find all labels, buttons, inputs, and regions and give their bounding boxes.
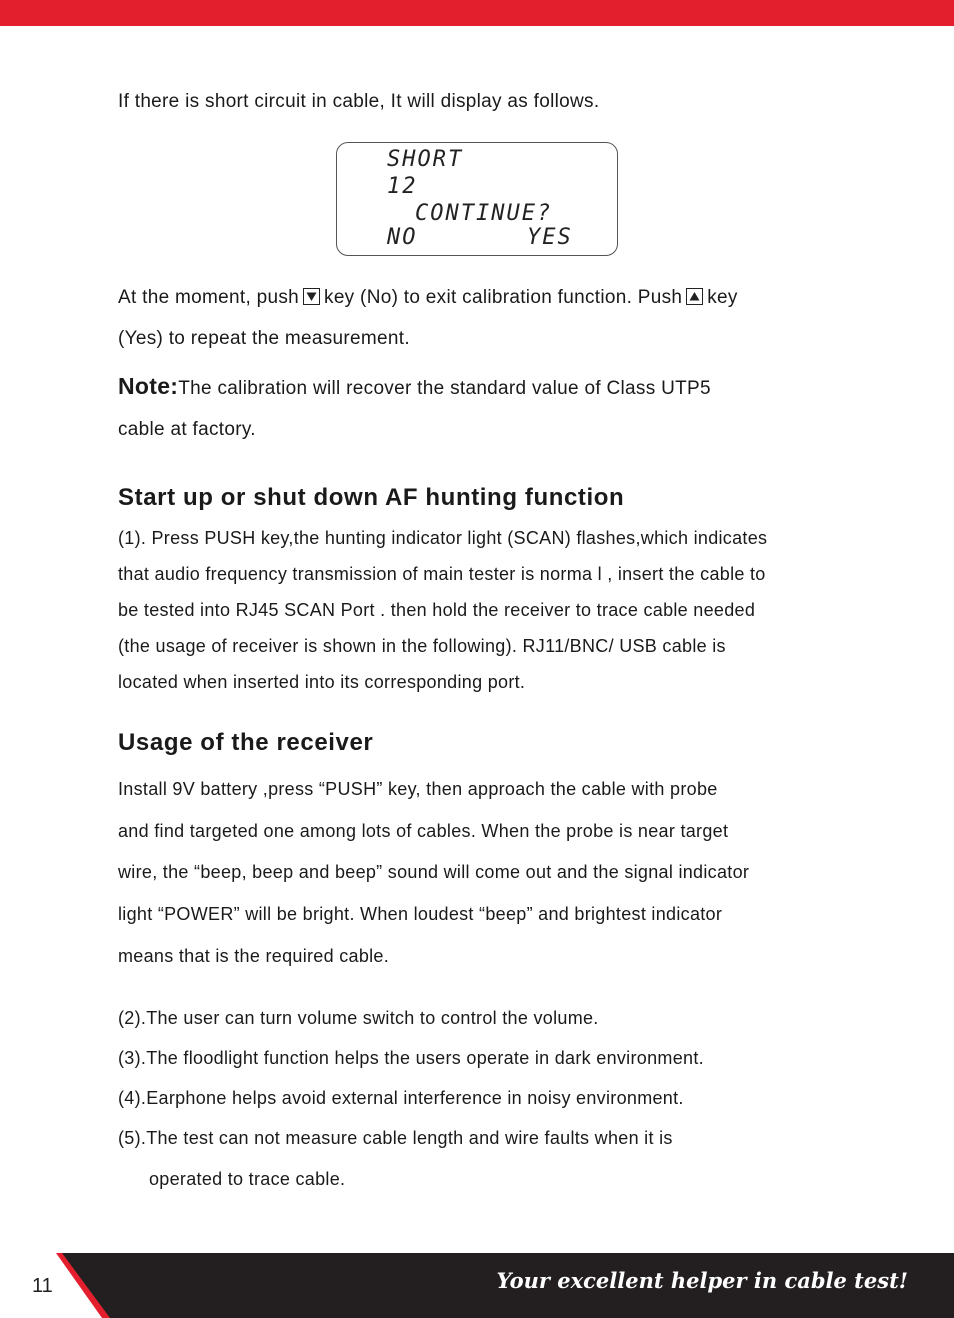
page-number-tab: [0, 1253, 130, 1318]
receiver-list-item-continuation: operated to trace cable.: [149, 1169, 346, 1189]
moment-text-part3: key: [707, 287, 738, 308]
moment-line-1: [118, 287, 738, 309]
receiver-paragraph-line: and find targeted one among lots of cables. When the probe is near target: [118, 821, 729, 841]
moment-text-part1: At the moment, push: [118, 287, 300, 308]
lcd-display: [336, 142, 618, 256]
af-paragraph-line: that audio frequency transmission of main tester is norma l , insert the cable to: [118, 564, 766, 584]
af-paragraph-line: (1). Press PUSH key,the hunting indicator light (SCAN) flashes,which indicates: [118, 528, 768, 548]
lcd-line-pins: 12: [387, 174, 418, 199]
note-line-1: [118, 373, 711, 400]
af-paragraph-line: be tested into RJ45 SCAN Port . then hold the receiver to trace cable needed: [118, 600, 756, 620]
footer-tagline: Your excellent helper in cable test!: [496, 1268, 908, 1293]
receiver-paragraph-line: means that is the required cable.: [118, 946, 390, 966]
af-section-heading: Start up or shut down AF hunting function: [118, 484, 625, 511]
receiver-paragraph-line: light “POWER” will be bright. When loudest “beep” and brightest indicator: [118, 904, 723, 924]
moment-line-2: (Yes) to repeat the measurement.: [118, 328, 410, 349]
note-line-2: cable at factory.: [118, 419, 256, 440]
receiver-list-item: (2).The user can turn volume switch to control the volume.: [118, 1008, 599, 1028]
receiver-list-item: (3).The floodlight function helps the users operate in dark environment.: [118, 1048, 704, 1068]
receiver-paragraph-line: Install 9V battery ,press “PUSH” key, then approach the cable with probe: [118, 779, 718, 799]
receiver-list-item: (5).The test can not measure cable length and wire faults when it is: [118, 1128, 673, 1148]
lcd-option-yes: YES: [527, 225, 573, 250]
lcd-line-short: SHORT: [387, 147, 464, 172]
top-accent-bar: [0, 0, 954, 26]
receiver-list-item: (4).Earphone helps avoid external interference in noisy environment.: [118, 1088, 684, 1108]
receiver-paragraph-line: wire, the “beep, beep and beep” sound will come out and the signal indicator: [118, 862, 750, 882]
receiver-section-heading: Usage of the receiver: [118, 729, 374, 756]
up-arrow-key-icon: [686, 288, 703, 305]
moment-text-part2: key (No) to exit calibration function. Push: [324, 287, 683, 308]
down-arrow-key-icon: [303, 288, 320, 305]
note-text: The calibration will recover the standard value of Class UTP5: [178, 378, 711, 399]
af-paragraph-line: (the usage of receiver is shown in the following). RJ11/BNC/ USB cable is: [118, 636, 726, 656]
lcd-option-no: NO: [387, 225, 418, 250]
intro-text: If there is short circuit in cable, It will display as follows.: [118, 91, 600, 112]
lcd-line-continue: CONTINUE?: [415, 201, 553, 226]
af-paragraph-line: located when inserted into its corresponding port.: [118, 672, 526, 692]
page-number: 11: [32, 1275, 53, 1297]
note-label: Note:: [118, 373, 179, 399]
